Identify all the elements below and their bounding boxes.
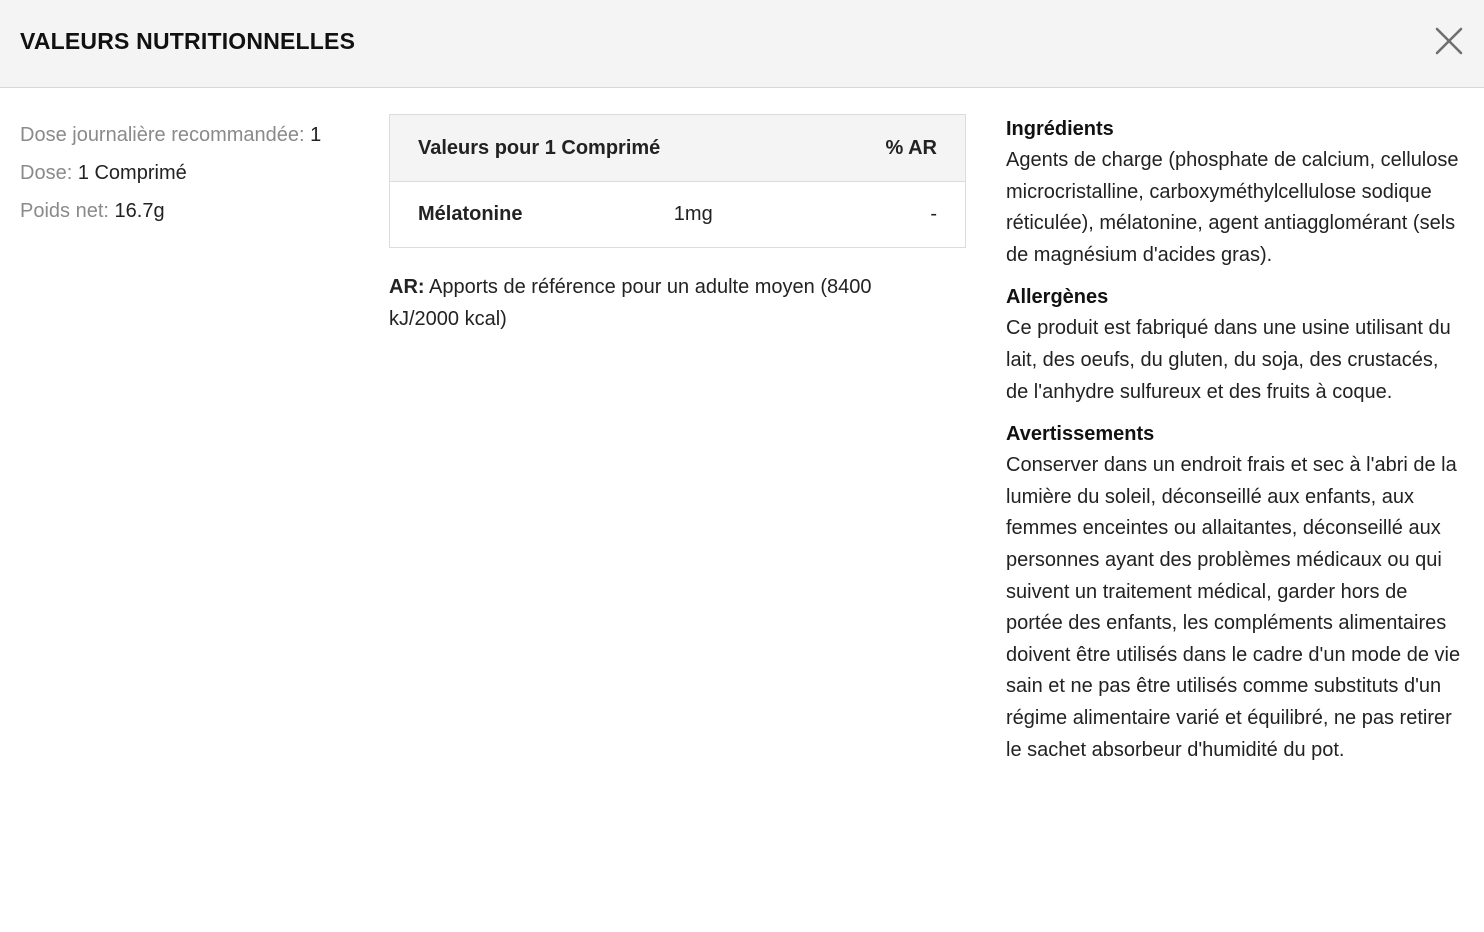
section-text: Conserver dans un endroit frais et sec à l'abri de la lumière du soleil, déconseillé aux enfants, aux femmes enceintes ou allaitantes, déconseillé aux personnes ayant des problèmes médicaux ou qui suivent un traitement médical, garder hors de portée des enfants, les compléments alimentaires doivent être utilisés dans le cadre d'un mode de vie sain et ne pas être utilisés comme substituts d'un régime alimentaire varié et équilibré, ne pas retirer le sachet absorbeur d'humidité du pot. bbox=[1006, 454, 1461, 761]
summary-value: 1 bbox=[310, 124, 322, 146]
nutrient-value: 1mg bbox=[673, 203, 713, 225]
summary-dose bbox=[20, 154, 365, 192]
table-header-row bbox=[390, 115, 966, 182]
modal-header bbox=[0, 0, 1484, 88]
summary-label: Poids net: bbox=[20, 200, 109, 222]
summary-net-weight bbox=[20, 192, 365, 230]
modal-title: VALEURS NUTRITIONNELLES bbox=[20, 28, 356, 54]
section-title: Avertissements bbox=[1006, 423, 1155, 446]
table-row bbox=[390, 182, 966, 248]
section-allergens bbox=[1006, 282, 1466, 408]
summary-value: 16.7g bbox=[114, 200, 165, 222]
close-icon bbox=[1432, 24, 1466, 58]
summary-label: Dose journalière recommandée: bbox=[20, 124, 305, 146]
section-title: Ingrédients bbox=[1006, 118, 1114, 140]
section-text: Agents de charge (phosphate de calcium, cellulose microcristalline, carboxyméthylcellulose sodique réticulée), mélatonine, agent antiagglomérant (sels de magnésium d'acides gras). bbox=[1006, 149, 1459, 266]
ar-note bbox=[389, 271, 929, 335]
section-ingredients bbox=[1006, 114, 1466, 271]
section-title: Allergènes bbox=[1006, 286, 1109, 309]
nutrition-column bbox=[389, 114, 966, 335]
close-button[interactable] bbox=[1432, 24, 1466, 58]
section-text: Ce produit est fabriqué dans une usine utilisant du lait, des oeufs, du gluten, du soja, des crustacés, de l'anhydre sulfureux et des fruits à coque. bbox=[1006, 317, 1451, 403]
nutrient-ar: - bbox=[930, 203, 937, 225]
section-warnings bbox=[1006, 419, 1466, 766]
ar-note-label: AR: bbox=[389, 276, 425, 298]
summary-daily-dose bbox=[20, 116, 365, 154]
info-sections bbox=[1006, 114, 1466, 777]
header-ar: % AR bbox=[885, 136, 937, 159]
summary-label: Dose: bbox=[20, 162, 73, 184]
nutrient-name: Mélatonine bbox=[418, 203, 523, 225]
nutrition-table bbox=[389, 114, 966, 248]
summary-value: 1 Comprimé bbox=[77, 162, 187, 184]
dosage-summary bbox=[20, 116, 365, 230]
ar-note-text: Apports de référence pour un adulte moyen (8400 kJ/2000 kcal) bbox=[389, 276, 872, 330]
header-values-per-unit: Valeurs pour 1 Comprimé bbox=[418, 136, 661, 159]
